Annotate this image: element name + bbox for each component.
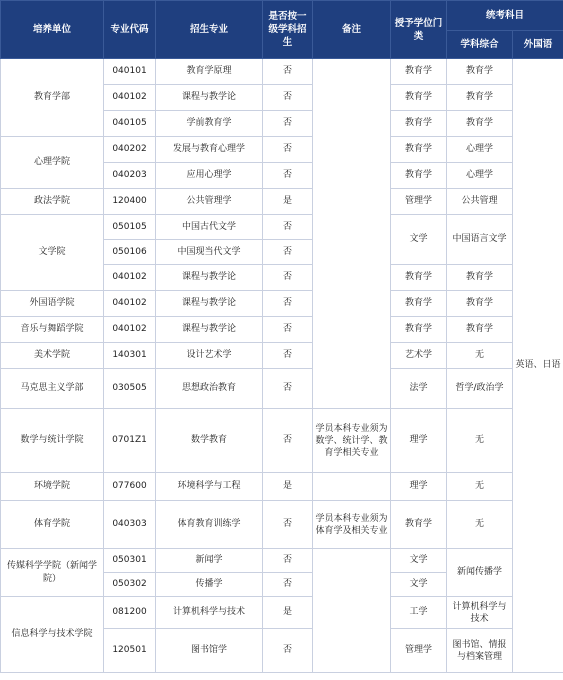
remark-cell bbox=[313, 549, 391, 673]
major-cell: 设计艺术学 bbox=[156, 343, 263, 369]
degree-cell: 文学 bbox=[391, 215, 447, 265]
major-cell: 中国古代文学 bbox=[156, 215, 263, 240]
unit-cell: 外国语学院 bbox=[1, 291, 104, 317]
header-remark: 备注 bbox=[313, 1, 391, 59]
major-cell: 数学教育 bbox=[156, 409, 263, 473]
degree-cell: 艺术学 bbox=[391, 343, 447, 369]
degree-cell: 工学 bbox=[391, 597, 447, 629]
major-cell: 课程与教学论 bbox=[156, 265, 263, 291]
major-cell: 体育教育训练学 bbox=[156, 501, 263, 549]
first-level-cell: 否 bbox=[263, 629, 313, 673]
first-level-cell: 否 bbox=[263, 549, 313, 573]
header-unit: 培养单位 bbox=[1, 1, 104, 59]
first-level-cell: 否 bbox=[263, 317, 313, 343]
unit-cell: 音乐与舞蹈学院 bbox=[1, 317, 104, 343]
subject-cell: 新闻传播学 bbox=[447, 549, 513, 597]
subject-cell: 教育学 bbox=[447, 317, 513, 343]
first-level-cell: 否 bbox=[263, 343, 313, 369]
header-code: 专业代码 bbox=[104, 1, 156, 59]
header-exam-foreign: 外国语 bbox=[513, 31, 563, 59]
degree-cell: 教育学 bbox=[391, 317, 447, 343]
subject-cell: 无 bbox=[447, 409, 513, 473]
code-cell: 077600 bbox=[104, 473, 156, 501]
unit-cell: 马克思主义学部 bbox=[1, 369, 104, 409]
degree-cell: 文学 bbox=[391, 573, 447, 597]
unit-cell: 信息科学与技术学院 bbox=[1, 597, 104, 673]
unit-cell: 传媒科学学院（新闻学院） bbox=[1, 549, 104, 597]
code-cell: 040102 bbox=[104, 85, 156, 111]
header-first-level: 是否按一级学科招生 bbox=[263, 1, 313, 59]
subject-cell: 中国语言文学 bbox=[447, 215, 513, 265]
degree-cell: 理学 bbox=[391, 409, 447, 473]
code-cell: 040102 bbox=[104, 291, 156, 317]
major-cell: 图书馆学 bbox=[156, 629, 263, 673]
subject-cell: 教育学 bbox=[447, 85, 513, 111]
first-level-cell: 是 bbox=[263, 473, 313, 501]
subject-cell: 公共管理 bbox=[447, 189, 513, 215]
first-level-cell: 否 bbox=[263, 369, 313, 409]
unit-cell: 体育学院 bbox=[1, 501, 104, 549]
code-cell: 050106 bbox=[104, 240, 156, 265]
major-cell: 传播学 bbox=[156, 573, 263, 597]
degree-cell: 教育学 bbox=[391, 59, 447, 85]
degree-cell: 教育学 bbox=[391, 265, 447, 291]
remark-cell: 学员本科专业须为数学、统计学、教育学相关专业 bbox=[313, 409, 391, 473]
unit-cell: 数学与统计学院 bbox=[1, 409, 104, 473]
code-cell: 030505 bbox=[104, 369, 156, 409]
first-level-cell: 否 bbox=[263, 85, 313, 111]
major-cell: 计算机科学与技术 bbox=[156, 597, 263, 629]
subject-cell: 教育学 bbox=[447, 59, 513, 85]
first-level-cell: 否 bbox=[263, 573, 313, 597]
subject-cell: 图书馆、情报与档案管理 bbox=[447, 629, 513, 673]
degree-cell: 教育学 bbox=[391, 137, 447, 163]
unit-cell: 教育学部 bbox=[1, 59, 104, 137]
code-cell: 120501 bbox=[104, 629, 156, 673]
code-cell: 120400 bbox=[104, 189, 156, 215]
code-cell: 040202 bbox=[104, 137, 156, 163]
first-level-cell: 是 bbox=[263, 597, 313, 629]
code-cell: 040105 bbox=[104, 111, 156, 137]
first-level-cell: 否 bbox=[263, 291, 313, 317]
subject-cell: 心理学 bbox=[447, 163, 513, 189]
major-cell: 中国现当代文学 bbox=[156, 240, 263, 265]
code-cell: 040102 bbox=[104, 265, 156, 291]
first-level-cell: 否 bbox=[263, 59, 313, 85]
degree-cell: 法学 bbox=[391, 369, 447, 409]
degree-cell: 教育学 bbox=[391, 85, 447, 111]
major-cell: 公共管理学 bbox=[156, 189, 263, 215]
code-cell: 050301 bbox=[104, 549, 156, 573]
major-cell: 教育学原理 bbox=[156, 59, 263, 85]
degree-cell: 教育学 bbox=[391, 163, 447, 189]
unit-cell: 文学院 bbox=[1, 215, 104, 291]
unit-cell: 政法学院 bbox=[1, 189, 104, 215]
foreign-language-cell: 英语、日语 bbox=[513, 59, 563, 673]
first-level-cell: 否 bbox=[263, 163, 313, 189]
unit-cell: 环境学院 bbox=[1, 473, 104, 501]
unit-cell: 美术学院 bbox=[1, 343, 104, 369]
subject-cell: 无 bbox=[447, 473, 513, 501]
degree-cell: 教育学 bbox=[391, 111, 447, 137]
major-cell: 环境科学与工程 bbox=[156, 473, 263, 501]
subject-cell: 无 bbox=[447, 501, 513, 549]
first-level-cell: 否 bbox=[263, 240, 313, 265]
code-cell: 050105 bbox=[104, 215, 156, 240]
subject-cell: 教育学 bbox=[447, 291, 513, 317]
major-cell: 发展与教育心理学 bbox=[156, 137, 263, 163]
major-cell: 新闻学 bbox=[156, 549, 263, 573]
first-level-cell: 否 bbox=[263, 265, 313, 291]
major-cell: 课程与教学论 bbox=[156, 317, 263, 343]
first-level-cell: 否 bbox=[263, 409, 313, 473]
header-major: 招生专业 bbox=[156, 1, 263, 59]
subject-cell: 心理学 bbox=[447, 137, 513, 163]
degree-cell: 管理学 bbox=[391, 189, 447, 215]
degree-cell: 教育学 bbox=[391, 501, 447, 549]
first-level-cell: 是 bbox=[263, 189, 313, 215]
unit-cell: 心理学院 bbox=[1, 137, 104, 189]
header-degree: 授予学位门类 bbox=[391, 1, 447, 59]
subject-cell: 无 bbox=[447, 343, 513, 369]
first-level-cell: 否 bbox=[263, 501, 313, 549]
code-cell: 040303 bbox=[104, 501, 156, 549]
code-cell: 040203 bbox=[104, 163, 156, 189]
code-cell: 081200 bbox=[104, 597, 156, 629]
remark-cell bbox=[313, 473, 391, 501]
major-cell: 学前教育学 bbox=[156, 111, 263, 137]
code-cell: 0701Z1 bbox=[104, 409, 156, 473]
major-cell: 课程与教学论 bbox=[156, 85, 263, 111]
major-cell: 应用心理学 bbox=[156, 163, 263, 189]
header-exam: 统考科目 bbox=[447, 1, 563, 31]
subject-cell: 教育学 bbox=[447, 111, 513, 137]
remark-cell: 学员本科专业须为体育学及相关专业 bbox=[313, 501, 391, 549]
degree-cell: 理学 bbox=[391, 473, 447, 501]
degree-cell: 管理学 bbox=[391, 629, 447, 673]
code-cell: 040102 bbox=[104, 317, 156, 343]
code-cell: 040101 bbox=[104, 59, 156, 85]
first-level-cell: 否 bbox=[263, 215, 313, 240]
first-level-cell: 否 bbox=[263, 137, 313, 163]
degree-cell: 教育学 bbox=[391, 291, 447, 317]
degree-cell: 文学 bbox=[391, 549, 447, 573]
code-cell: 140301 bbox=[104, 343, 156, 369]
major-cell: 思想政治教育 bbox=[156, 369, 263, 409]
subject-cell: 教育学 bbox=[447, 265, 513, 291]
subject-cell: 计算机科学与技术 bbox=[447, 597, 513, 629]
header-exam-subject: 学科综合 bbox=[447, 31, 513, 59]
major-cell: 课程与教学论 bbox=[156, 291, 263, 317]
remark-cell bbox=[313, 59, 391, 409]
first-level-cell: 否 bbox=[263, 111, 313, 137]
subject-cell: 哲学/政治学 bbox=[447, 369, 513, 409]
code-cell: 050302 bbox=[104, 573, 156, 597]
